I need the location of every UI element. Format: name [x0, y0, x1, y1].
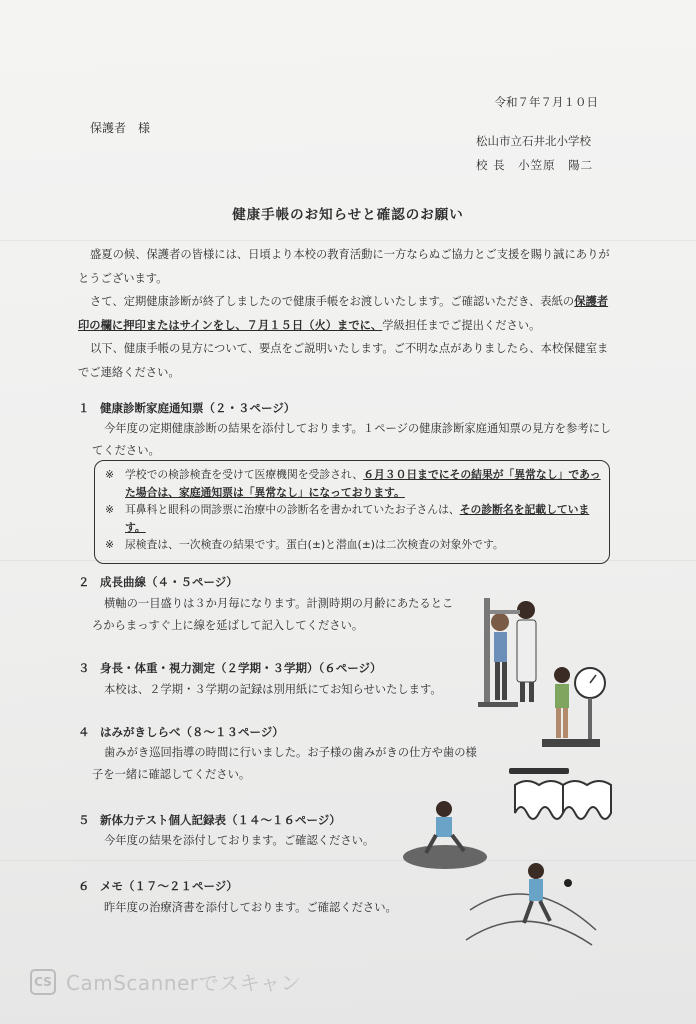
note-1-mark: ※ [105, 468, 115, 481]
section-6-body: 昨年度の治療済書を添付しております。ご確認ください。 [104, 901, 397, 914]
note-3-mark: ※ [105, 538, 115, 551]
section-2-number: ２ [78, 575, 90, 589]
section-1-body: 今年度の定期健康診断の結果を添付しております。１ページの健康診断家庭通知票の見方を参考にしてください。 [92, 422, 612, 457]
note-2-text: 耳鼻科と眼科の問診票に治療中の診断名を書かれていたお子さんは、 [125, 503, 460, 516]
section-6-heading [78, 878, 238, 894]
submission-deadline: 保護者印の欄に押印またはサインをし、７月１５日（火）までに、 [78, 295, 609, 332]
section-3-heading [78, 660, 382, 676]
note-3-text: 尿検査は、一次検査の結果です。蛋白(±)と潜血(±)は二次検査の対象外です。 [125, 538, 504, 551]
section-6-number: ６ [78, 879, 90, 893]
section-4-body: 歯みがき巡回指導の時間に行いました。お子様の歯みがきの仕方や歯の様子を一緒に確認してください。 [92, 746, 477, 781]
note-3 [105, 536, 601, 554]
letter-title: 健康手帳のお知らせと確認のお願い [232, 207, 464, 223]
section-1-heading [78, 400, 295, 416]
note-2-emphasis: その診断名を記載しています。 [125, 503, 590, 534]
section-5-number: ５ [78, 813, 90, 827]
section-2-body: 横軸の一目盛りは３か月毎になります。計測時期の月齢にあたるところからまっすぐ上に線を延ばして記入してください。 [92, 597, 454, 632]
intro-paragraph-1: 盛夏の候、保護者の皆様には、日頃より本校の教育活動に一方ならぬご協力とご支援を賜り誠にありがとうございます。 [78, 248, 610, 285]
section-5-body: 今年度の結果を添付しております。ご確認ください。 [104, 834, 375, 847]
scale-illustration [540, 655, 610, 755]
note-1-emphasis: ６月３０日までにその結果が「異常なし」であった場合は、家庭通知票は「異常なし」になっております。 [125, 468, 601, 499]
school-name: 松山市立石井北小学校 [476, 134, 591, 148]
section-5-title: 新体力テスト個人記録表（１４～１６ページ） [100, 813, 341, 827]
teeth-illustration [505, 765, 615, 830]
section-4-number: ４ [78, 725, 90, 739]
section-5-heading [78, 812, 341, 828]
note-1 [105, 466, 601, 501]
section-3-body: 本校は、２学期・３学期の記録は別用紙にてお知らせいたします。 [104, 683, 442, 696]
intro-p2-before: さて、定期健康診断が終了しましたので健康手帳をお渡しいたします。ご確認いただき、表紙の [90, 295, 575, 308]
section-3-title: 身長・体重・視力測定（２学期・３学期）（６ページ） [100, 661, 382, 675]
section-1-number: １ [78, 401, 90, 415]
section-3-number: ３ [78, 661, 90, 675]
intro-paragraph-3: 以下、健康手帳の見方について、要点をご説明いたします。ご不明な点がありましたら、本校保健室までご連絡ください。 [78, 342, 609, 379]
intro-p2-after: 学級担任までご提出ください。 [382, 318, 541, 332]
camscanner-text: CamScannerでスキャン [66, 971, 302, 995]
note-2-mark: ※ [105, 503, 115, 516]
ball-throw-illustration [460, 855, 600, 950]
section-2-heading [78, 574, 238, 590]
section-6-title: メモ（１７～２１ページ） [100, 879, 238, 893]
letter-date: 令和７年７月１０日 [494, 95, 598, 109]
principal-name: 校 長 小笠原 陽二 [476, 158, 594, 172]
section-2-title: 成長曲線（４・５ページ） [100, 575, 238, 589]
note-1-text: 学校での検診検査を受けて医療機関を受診され、 [125, 468, 364, 481]
camscanner-watermark [30, 967, 301, 996]
section-4-heading [78, 724, 284, 740]
section-4-title: はみがきしらべ（８～１３ページ） [100, 725, 284, 739]
intro-paragraph-2 [78, 290, 618, 337]
camscanner-logo-icon: CS [30, 969, 56, 995]
height-measurement-illustration [470, 590, 550, 710]
section-1-title: 健康診断家庭通知票（２・３ページ） [100, 401, 296, 415]
addressee: 保護者 様 [90, 121, 151, 135]
note-2 [105, 501, 601, 536]
intro-text [78, 243, 618, 384]
notes-box [94, 460, 610, 564]
